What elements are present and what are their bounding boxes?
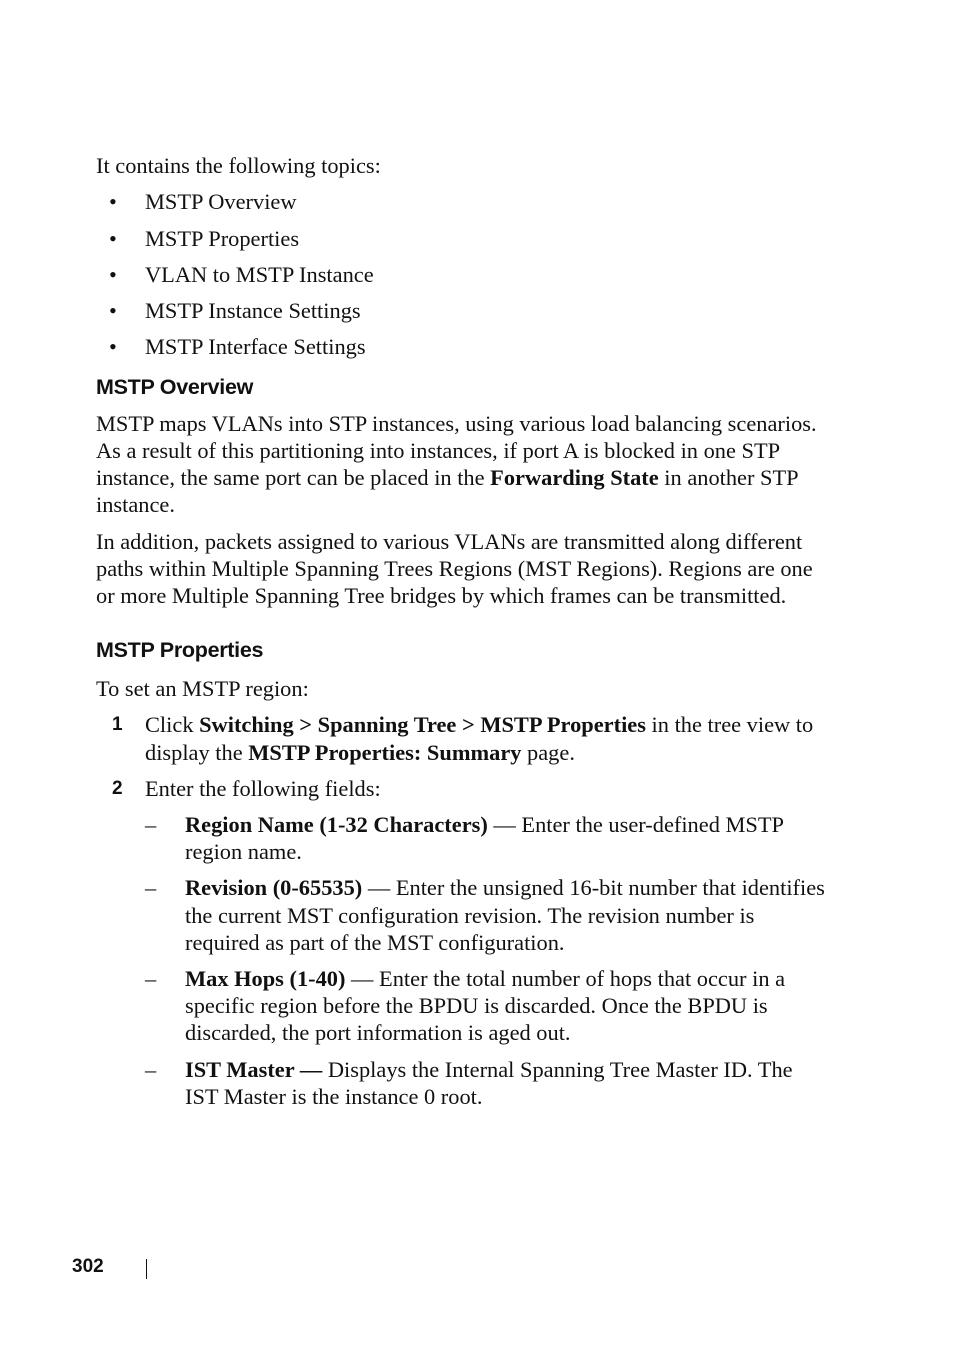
step-number: 1 [112,714,123,736]
properties-intro: To set an MSTP region: [96,676,309,702]
footer-divider [146,1259,147,1279]
bullet-icon: • [109,334,117,360]
field-region-name: – Region Name (1-32 Characters) — Enter the user-defined MSTP region name. [145,811,784,865]
page-number: 302 [72,1256,104,1277]
bullet-icon: • [109,298,117,324]
dash-marker: – [145,1056,157,1082]
step-1: 1 Click Switching > Spanning Tree > MSTP Properties in the tree view to display the MSTP Properties: Summary page. [112,712,814,765]
field-ist-master: – IST Master — Displays the Internal Spanning Tree Master ID. The IST Master is the instance 0 root. [145,1056,793,1109]
bullet-icon: • [109,225,117,251]
list-item: • MSTP Interface Settings [109,334,366,360]
section-heading-overview: MSTP Overview [96,374,254,399]
bullet-icon: • [109,189,117,215]
dash-marker: – [145,965,157,991]
dash-marker: – [145,811,157,837]
field-max-hops: – Max Hops (1-40) — Enter the total number of hops that occur in a specific region before the BPDU is discarded. Once the BPDU is discarded, the port information is aged out. [145,965,786,1046]
list-item: • MSTP Instance Settings [109,298,361,324]
bullet-icon: • [109,261,117,287]
step-2: 2 Enter the following fields: [112,775,381,801]
topic-list [96,188,826,369]
overview-paragraph-2: In addition, packets assigned to various VLANs are transmitted along different paths within Multiple Spanning Trees Regions (MST Regions). Regions are one or more Multiple Spanning Tree bridges by which frames can be transmitted. [96,528,813,608]
list-item: • VLAN to MSTP Instance [109,261,374,287]
page-content [96,152,826,1110]
intro-text: It contains the following topics: [96,153,381,178]
section-heading-properties: MSTP Properties [96,638,264,663]
list-item: • MSTP Overview [109,189,297,215]
dash-marker: – [145,875,157,901]
field-revision: – Revision (0-65535) — Enter the unsigned 16-bit number that identifies the current MST configuration revision. The revision number is required as part of the MST configuration. [145,875,825,955]
list-item: • MSTP Properties [109,225,300,251]
step-number: 2 [112,777,123,799]
overview-paragraph-1: MSTP maps VLANs into STP instances, using various load balancing scenarios. As a result of this partitioning into instances, if port A is blocked in one STP instance, the same port can be placed in the Forwarding State in another STP instance. [96,410,817,518]
step-list [96,711,826,802]
